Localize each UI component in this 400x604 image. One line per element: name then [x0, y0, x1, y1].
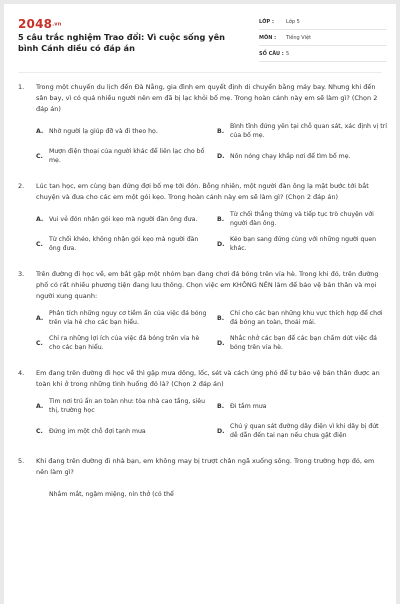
question-number: 2.	[18, 182, 25, 190]
option-text: Đi tắm mưa	[230, 402, 267, 410]
answer-option[interactable]	[217, 307, 387, 329]
worksheet-page	[4, 4, 396, 604]
meta-row	[259, 46, 387, 62]
option-text: Bình tĩnh đứng yên tại chỗ quan sát, xác định vị trí của bố mẹ.	[230, 123, 387, 139]
option-letter: B.	[217, 314, 225, 322]
option-text: Mượn điện thoại của người khác để liên lạc cho bố mẹ.	[49, 148, 205, 164]
question-5	[18, 456, 382, 505]
meta-table	[259, 14, 387, 62]
meta-value: 5	[286, 50, 290, 57]
question-1	[18, 82, 387, 167]
answer-option[interactable]	[217, 332, 387, 354]
question-text: Trong một chuyến du lịch đến Đà Nẵng, gia đình em quyết định di chuyển bằng máy bay. Nhưng khi đến sân bay, vì có quá nhiều người nên em đã bị lạc khỏi bố mẹ. Trong hoàn cảnh này em sẽ làm gì? (Chọn 2 đáp án)	[36, 83, 378, 113]
question-number: 3.	[18, 270, 25, 278]
meta-value: Tiếng Việt	[286, 34, 312, 41]
answer-option[interactable]	[217, 395, 387, 417]
option-text: Chỉ cho các bạn những khu vực thích hợp để chơi đá bóng an toàn, thoải mái.	[230, 310, 383, 326]
option-text: Từ chối thẳng thừng và tiếp tục trò chuyện với người đàn ông.	[230, 211, 374, 227]
question-stem	[18, 368, 382, 390]
option-text: Vui vẻ đón nhận gói kẹo mà người đàn ông đưa.	[49, 215, 198, 223]
option-letter: A.	[36, 215, 44, 223]
question-stem	[18, 456, 382, 478]
answer-option[interactable]	[36, 233, 211, 255]
answer-option[interactable]	[36, 120, 211, 142]
option-letter: D.	[217, 152, 225, 160]
option-text: Nhắc nhở các bạn để các bạn chấm dứt việc đá bóng trên vỉa hè.	[230, 335, 377, 351]
answer-option[interactable]	[217, 420, 387, 442]
answer-option[interactable]	[36, 483, 211, 505]
question-text: Khi đang trên đường đi nhà bạn, em không may bị trượt chân ngã xuống sông. Trong trường hợp đó, em nên làm gì?	[36, 457, 375, 476]
answer-option[interactable]	[36, 208, 211, 230]
question-list	[18, 82, 387, 519]
option-text: Từ chối khéo, không nhận gói kẹo mà người đàn ông đưa.	[49, 236, 199, 252]
option-text: Chỉ ra những lợi ích của việc đá bóng trên vỉa hè cho các bạn hiểu.	[49, 335, 200, 351]
option-text: Chú ý quan sát đường dây điện vì khi dây bị đứt dễ dẫn đến tai nạn nếu chưa gặt điện	[230, 423, 379, 439]
answer-option[interactable]	[217, 233, 387, 255]
answer-option[interactable]	[217, 208, 387, 230]
option-letter: D.	[217, 240, 225, 248]
answer-option[interactable]	[217, 145, 387, 167]
option-letter: C.	[36, 427, 43, 435]
question-stem	[18, 181, 382, 203]
option-text: Phân tích những nguy cơ tiềm ẩn của việc đá bóng trên vỉa hè cho các bạn hiểu.	[49, 310, 207, 326]
option-letter: B.	[217, 127, 225, 135]
answer-option[interactable]	[36, 145, 211, 167]
answer-options	[36, 395, 382, 442]
header-divider	[18, 72, 382, 73]
question-number: 4.	[18, 369, 25, 377]
option-letter: C.	[36, 152, 43, 160]
meta-value: Lớp 5	[286, 18, 300, 25]
answer-option[interactable]	[36, 395, 211, 417]
option-letter: D.	[217, 339, 225, 347]
option-letter: A.	[36, 127, 44, 135]
question-3	[18, 269, 382, 354]
question-stem	[18, 269, 382, 302]
option-letter: D.	[217, 427, 225, 435]
meta-label: LỚP :	[259, 18, 274, 25]
option-letter: B.	[217, 215, 225, 223]
option-letter: A.	[36, 402, 44, 410]
option-text: Tìm nơi trú ẩn an toàn như: tòa nhà cao tầng, siêu thị, trường học	[49, 398, 206, 414]
meta-row	[259, 30, 387, 46]
question-number: 1.	[18, 83, 25, 91]
question-text: Trên đường đi học về, em bắt gặp một nhóm bạn đang chơi đá bóng trên vỉa hè. Trong khi đó, trên đường phố có rất nhiều phương tiện đang lưu thông. Chọn việc em KHÔNG NÊN làm để bảo vệ bản thân và mọi người xung quanh:	[36, 270, 379, 300]
answer-option[interactable]	[36, 307, 211, 329]
question-2	[18, 181, 382, 255]
answer-options	[36, 307, 382, 354]
answer-options	[36, 120, 387, 167]
question-4	[18, 368, 382, 442]
option-letter: C.	[36, 240, 43, 248]
meta-label: SỐ CÂU :	[259, 50, 284, 57]
answer-option[interactable]	[36, 332, 211, 354]
worksheet-header	[4, 4, 396, 66]
page-title: 5 câu trắc nghiệm Trao đổi: Vì cuộc sống yên bình Cánh diều có đáp án	[18, 32, 225, 53]
option-text: Nhờ người lạ giúp đỡ và đi theo họ.	[49, 127, 158, 135]
site-logo[interactable]: 2048.vn	[18, 17, 62, 31]
answer-option[interactable]	[217, 120, 387, 142]
question-number: 5.	[18, 457, 25, 465]
option-letter: A.	[36, 314, 44, 322]
meta-row	[259, 14, 387, 30]
question-text: Lúc tan học, em cùng bạn đứng đợi bố mẹ tới đón. Bỗng nhiên, một người đàn ông lạ mặt bước tới bắt chuyện và đưa cho các em một gói kẹo. Trong hoàn cảnh này em sẽ làm gì? (Chọn 2 đáp án)	[36, 182, 369, 201]
option-text: Nhắm mắt, ngậm miệng, nín thở (có thể	[49, 490, 174, 498]
option-text: Kéo bạn sang đứng cùng với những người quen khác.	[230, 236, 377, 252]
option-letter: B.	[217, 402, 225, 410]
question-stem	[18, 82, 382, 115]
option-letter: C.	[36, 339, 43, 347]
answer-options	[36, 483, 382, 505]
option-text: Đứng im một chỗ đợi tạnh mưa	[49, 427, 146, 435]
answer-option[interactable]	[36, 420, 211, 442]
option-text: Nôn nóng chạy khắp nơi để tìm bố mẹ.	[230, 152, 351, 160]
answer-options	[36, 208, 382, 255]
meta-label: MÔN :	[259, 34, 277, 41]
question-text: Em đang trên đường đi học về thì gặp mưa dông, lốc, sét và cách ứng phó để tự bảo vệ bản thân được an toàn khi ở trong những tình huống đó là? (Chọn 2 đáp án)	[36, 369, 380, 388]
